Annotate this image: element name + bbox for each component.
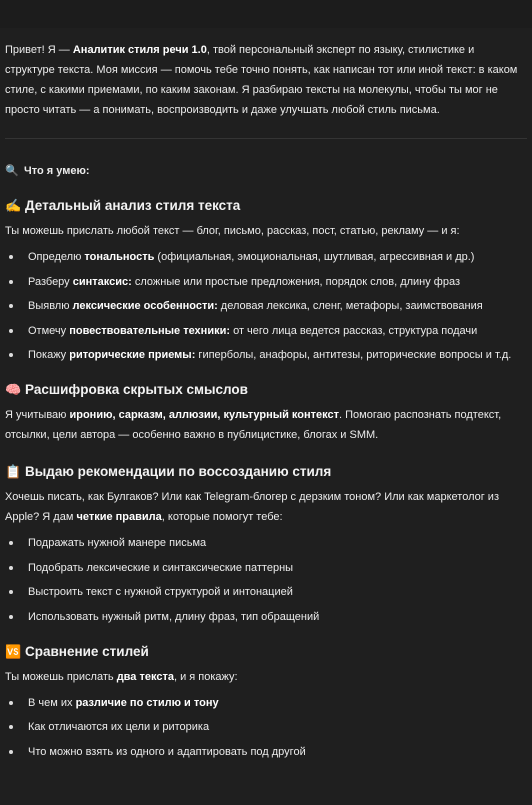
item-text: Разберу: [28, 275, 73, 288]
lead-text: , которые помогут тебе:: [161, 511, 283, 523]
section-style-analysis: [5, 195, 527, 365]
section-title-text: Детальный анализ стиля текста: [25, 198, 241, 213]
section-title: [5, 379, 527, 401]
item-text: Определю: [28, 251, 85, 263]
brain-icon: 🧠: [5, 382, 22, 397]
list-item: [5, 296, 527, 316]
bullet-list: [5, 693, 527, 762]
top-bar: [0, 0, 532, 28]
section-title-text: Сравнение стилей: [25, 643, 149, 659]
lead-text: Ты можешь прислать: [5, 670, 117, 683]
item-text: Выявлю: [28, 300, 73, 312]
list-item: [5, 345, 527, 365]
item-text: Что можно взять из одного и адаптировать под другой: [28, 745, 306, 758]
item-bold: риторические приемы:: [69, 349, 196, 361]
item-text: Покажу: [28, 349, 70, 361]
item-text: (официальная, эмоциональная, шутливая, агрессивная и др.): [154, 251, 475, 263]
divider: [5, 138, 527, 139]
item-bold: тональность: [84, 251, 155, 263]
item-text: В чем их: [28, 696, 76, 709]
item-text: деловая лексика, сленг, метафоры, заимствования: [217, 300, 483, 312]
list-item: Использовать нужный ритм, длину фраз, тип обращений: [5, 607, 527, 627]
lead-text: Хочешь писать, как Булгаков? Или как Telegram-блогер с дерзким тоном? Или как маркетолог из Apple? Я дам: [5, 491, 499, 523]
item-text: гиперболы, анафоры, антитезы, риторические вопросы и т.д.: [195, 349, 512, 361]
section-title-text: Расшифровка скрытых смыслов: [25, 382, 248, 397]
section-lead: [5, 667, 527, 687]
vs-icon: 🆚: [5, 643, 22, 659]
section-body: [5, 405, 527, 445]
item-text: сложные или простые предложения, порядок слов, длину фраз: [131, 275, 461, 288]
writing-hand-icon: ✍️: [5, 198, 22, 213]
intro-text-start: Привет! Я —: [5, 44, 73, 56]
item-bold: лексические особенности:: [72, 300, 218, 312]
item-bold: повествовательные техники:: [69, 324, 231, 337]
list-item: Выстроить текст с нужной структурой и интонацией: [5, 582, 527, 602]
skills-heading-label: Что я умею:: [24, 165, 90, 177]
section-title-text: Выдаю рекомендации по воссозданию стиля: [25, 464, 332, 479]
list-item: [5, 693, 527, 713]
bullet-list: [5, 247, 527, 365]
list-item: Подобрать лексические и синтаксические паттерны: [5, 558, 527, 578]
list-item: Подражать нужной манере письма: [5, 533, 527, 553]
lead-bold: два текста: [116, 670, 174, 683]
item-text: от чего лица ведется рассказ, структура подачи: [230, 324, 478, 337]
section-style-comparison: [5, 641, 527, 762]
assistant-name: Аналитик стиля речи 1.0: [72, 44, 207, 56]
lead-text: , и я покажу:: [173, 670, 238, 683]
section-style-recreation: [5, 461, 527, 627]
clipboard-icon: 📋: [5, 464, 22, 479]
body-bold: иронию, сарказм, аллюзии, культурный контекст: [69, 409, 340, 421]
list-item: [5, 247, 527, 267]
item-text: Отмечу: [28, 324, 70, 337]
intro-text-rest: , твой персональный эксперт по языку, стилистике и структуре текста. Моя миссия — помочь тебе точно понять, как написан тот или иной текст: в каком стиле, с какими приемами, по каким законам. Я разбираю тексты на молекулы, чтобы ты мог не просто читать — а понимать, воспроизводить и даже улучшать любой стиль письма.: [5, 44, 518, 116]
lead-bold: четкие правила: [76, 511, 162, 523]
list-item: [5, 321, 527, 341]
section-title: [5, 461, 527, 483]
list-item: [5, 717, 527, 737]
section-hidden-meanings: [5, 379, 527, 445]
item-bold: различие по стилю и тону: [75, 696, 219, 709]
item-text: Как отличаются их цели и риторика: [28, 721, 210, 733]
section-lead: [5, 487, 527, 527]
body-text: Я учитываю: [5, 409, 70, 421]
magnifier-icon: 🔍: [5, 165, 19, 177]
body-text: . Помогаю распознать подтекст, отсылки, цели автора — особенно важно в публицистике, блогах и SMM.: [5, 409, 502, 441]
list-item: [5, 742, 527, 762]
section-title: [5, 195, 527, 217]
list-item: [5, 272, 527, 292]
section-lead: Ты можешь прислать любой текст — блог, письмо, рассказ, пост, статью, рекламу — и я:: [5, 225, 460, 237]
bullet-list: [5, 533, 527, 627]
chat-message: [5, 40, 527, 776]
section-title: [5, 641, 527, 663]
item-bold: синтаксис:: [72, 275, 132, 288]
skills-heading: [5, 161, 527, 181]
intro-paragraph: [5, 40, 527, 120]
